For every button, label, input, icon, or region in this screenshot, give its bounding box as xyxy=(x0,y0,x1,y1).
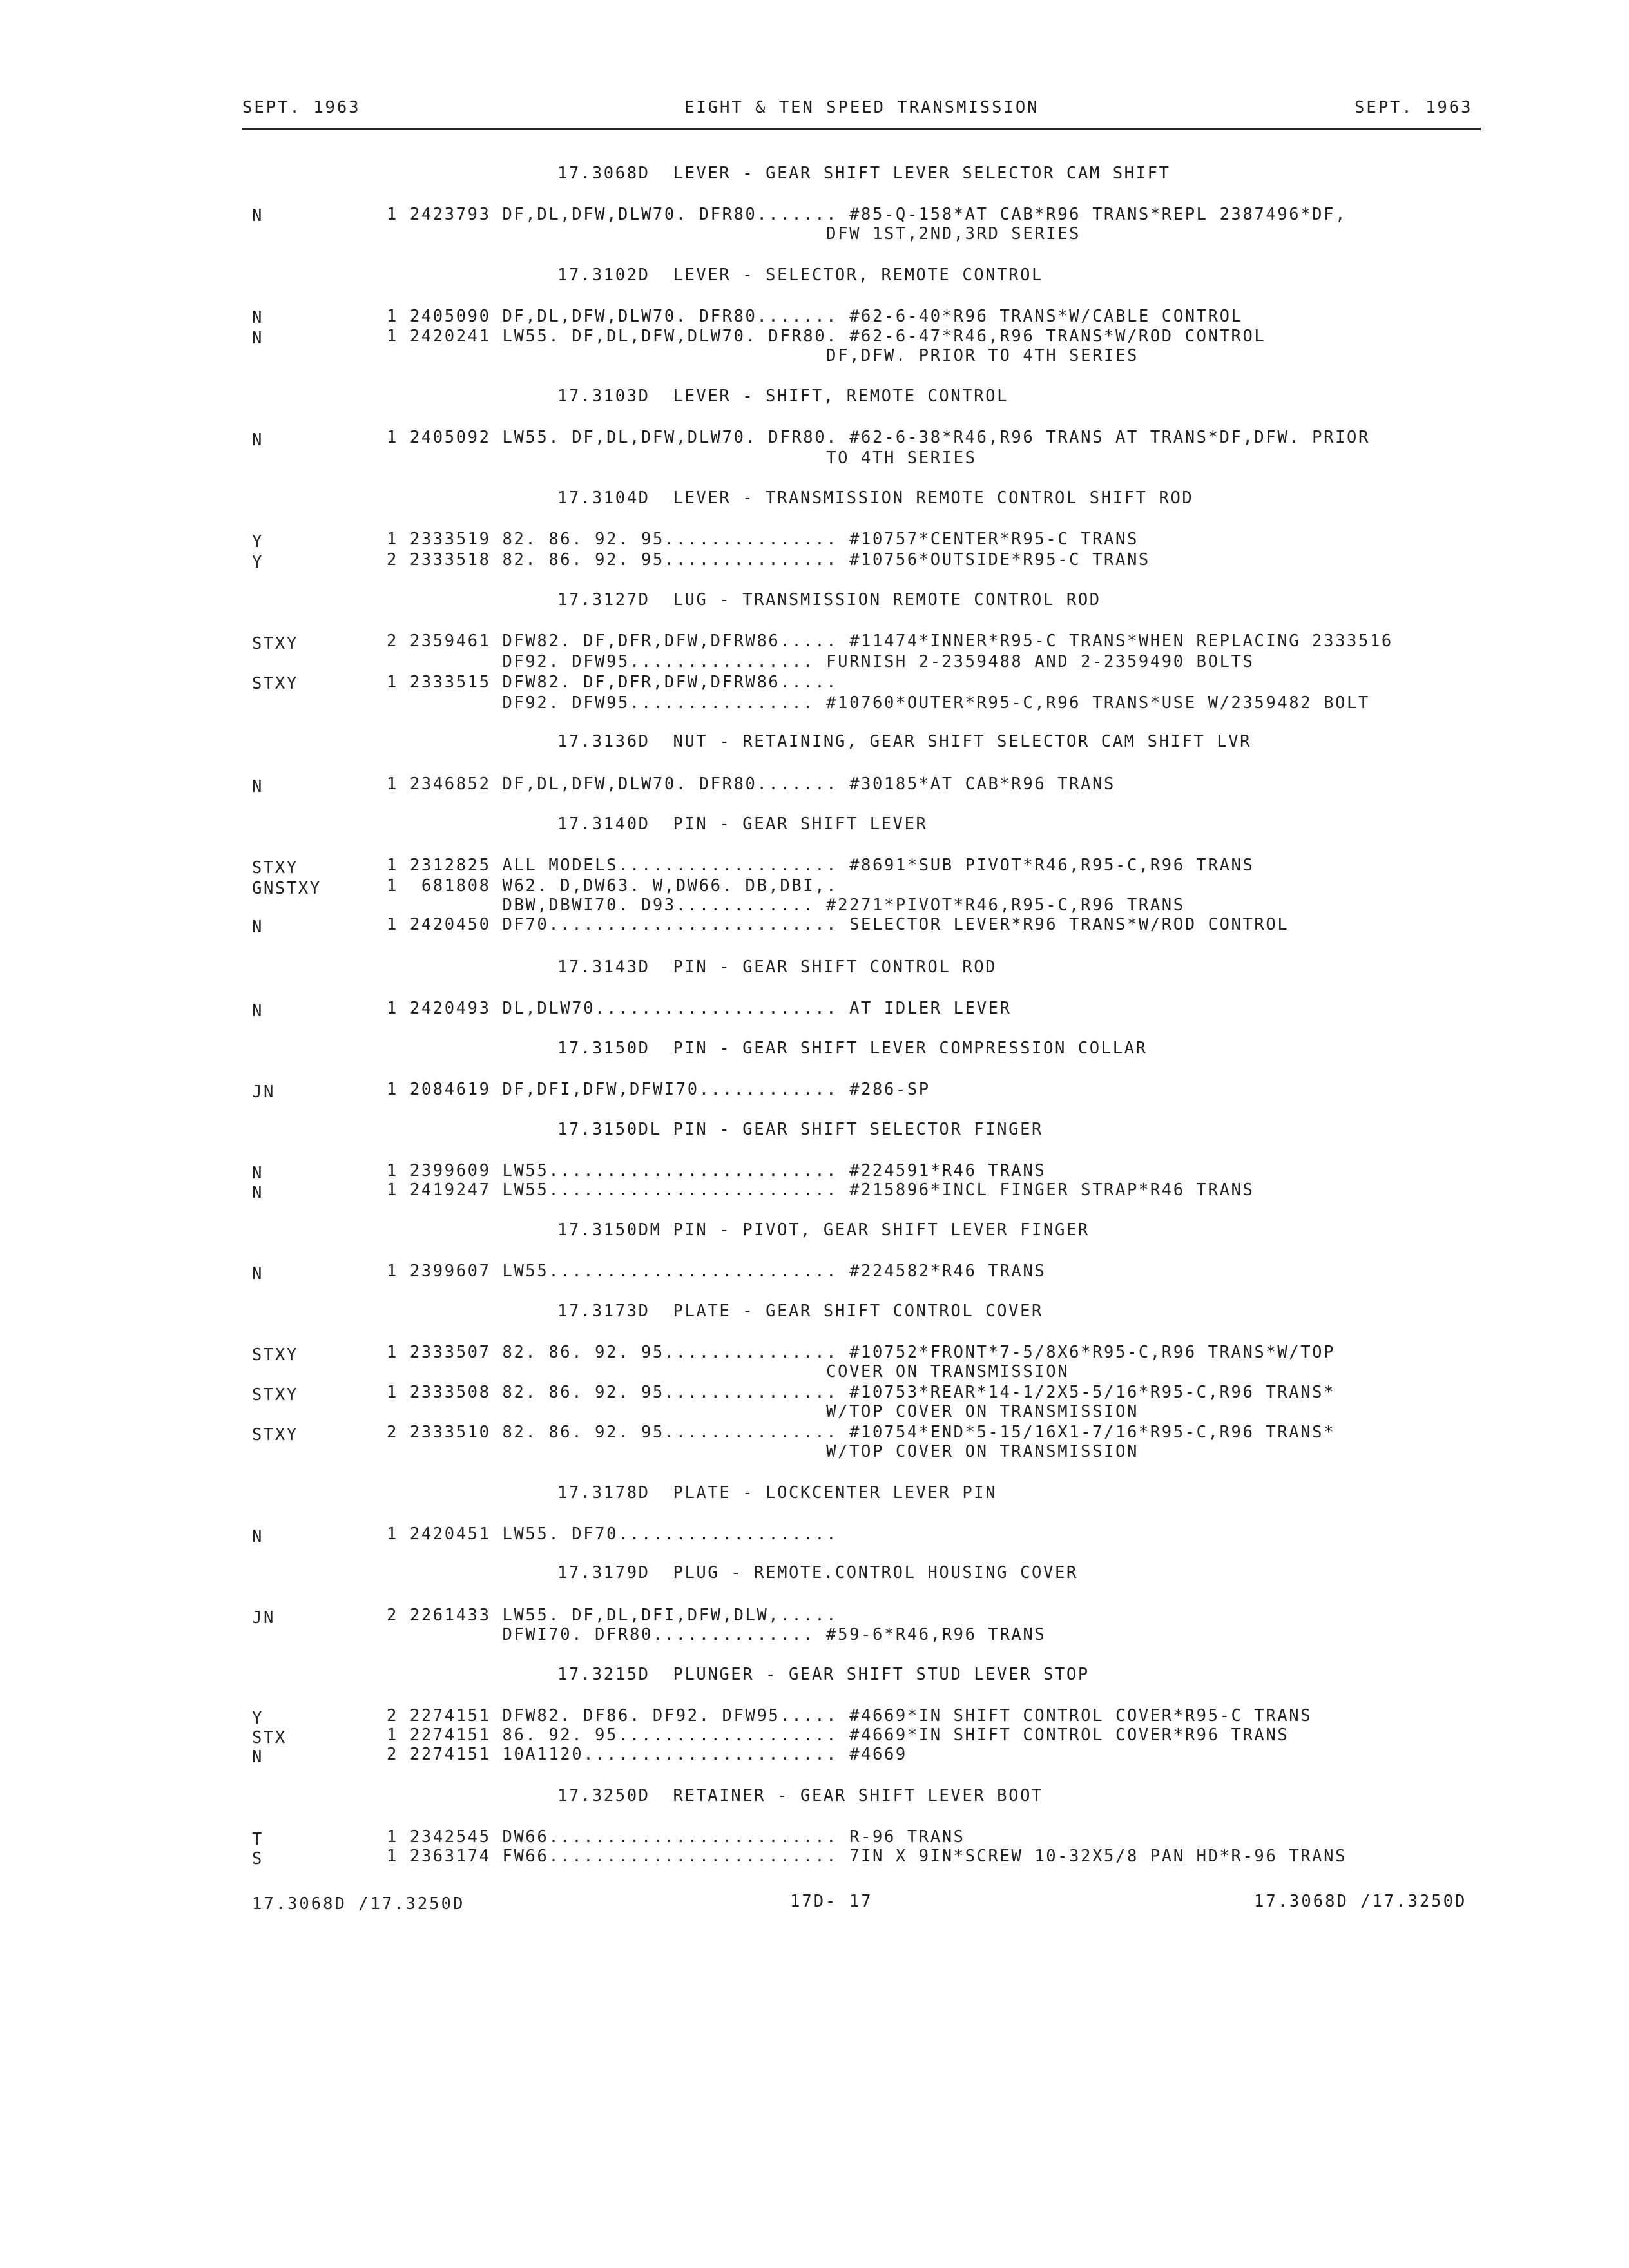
section-heading: 17.3104D LEVER - TRANSMISSION REMOTE CONTROL SHIFT ROD xyxy=(557,488,1194,508)
entry-code: STXY xyxy=(252,634,298,653)
entry-code: N xyxy=(252,1264,264,1283)
entry-line: 1 2363174 FW66......................... 7IN X 9IN*SCREW 10-32X5/8 PAN HD*R-96 TRANS xyxy=(387,1847,1347,1866)
entry-line: 2 2274151 10A1120...................... #4669 xyxy=(387,1745,907,1764)
entry-line: 1 2420451 LW55. DF70................... xyxy=(387,1524,838,1544)
entry-line: 1 2420493 DL,DLW70..................... AT IDLER LEVER xyxy=(387,999,1012,1018)
section-heading: 17.3250D RETAINER - GEAR SHIFT LEVER BOOT xyxy=(557,1786,1043,1805)
entry-line: W/TOP COVER ON TRANSMISSION xyxy=(387,1402,1139,1421)
section-heading: 17.3136D NUT - RETAINING, GEAR SHIFT SELECTOR CAM SHIFT LVR xyxy=(557,732,1252,751)
entry-line: 2 2359461 DFW82. DF,DFR,DFW,DFRW86..... #11474*INNER*R95-C TRANS*WHEN REPLACING 2333516 xyxy=(387,631,1393,651)
entry-code: N xyxy=(252,1001,264,1021)
entry-line: W/TOP COVER ON TRANSMISSION xyxy=(387,1442,1139,1461)
header-title: EIGHT & TEN SPEED TRANSMISSION xyxy=(684,98,1039,117)
entry-line: 1 2405090 DF,DL,DFW,DLW70. DFR80....... #62-6-40*R96 TRANS*W/CABLE CONTROL xyxy=(387,307,1243,326)
entry-line: 1 2333507 82. 86. 92. 95............... #10752*FRONT*7-5/8X6*R95-C,R96 TRANS*W/TOP xyxy=(387,1343,1336,1362)
entry-code: STXY xyxy=(252,1425,298,1445)
entry-code: N xyxy=(252,777,264,796)
section-heading: 17.3068D LEVER - GEAR SHIFT LEVER SELECTOR CAM SHIFT xyxy=(557,164,1171,183)
section-heading: 17.3178D PLATE - LOCKCENTER LEVER PIN xyxy=(557,1483,998,1503)
entry-code: N xyxy=(252,1527,264,1546)
entry-code: GNSTXY xyxy=(252,879,322,898)
entry-line: 2 2333518 82. 86. 92. 95............... #10756*OUTSIDE*R95-C TRANS xyxy=(387,550,1150,570)
entry-line: 1 2423793 DF,DL,DFW,DLW70. DFR80....... #85-Q-158*AT CAB*R96 TRANS*REPL 2387496*DF, xyxy=(387,205,1347,224)
entry-code: STXY xyxy=(252,1345,298,1365)
entry-line: 1 2405092 LW55. DF,DL,DFW,DLW70. DFR80. #62-6-38*R46,R96 TRANS AT TRANS*DF,DFW. PRIOR xyxy=(387,428,1370,447)
entry-line: 1 2333515 DFW82. DF,DFR,DFW,DFRW86..... xyxy=(387,673,838,692)
entry-code: STXY xyxy=(252,858,298,878)
entry-code: N xyxy=(252,1183,264,1202)
entry-line: 1 2399609 LW55......................... #224591*R46 TRANS xyxy=(387,1161,1046,1180)
entry-line: 1 2084619 DF,DFI,DFW,DFWI70............ #286-SP xyxy=(387,1080,930,1099)
header-rule xyxy=(242,128,1481,130)
entry-line: 1 2333508 82. 86. 92. 95............... #10753*REAR*14-1/2X5-5/16*R95-C,R96 TRANS* xyxy=(387,1383,1336,1402)
entry-line: 1 2419247 LW55......................... #215896*INCL FINGER STRAP*R46 TRANS xyxy=(387,1180,1255,1200)
entry-line: 2 2274151 DFW82. DF86. DF92. DFW95..... #4669*IN SHIFT CONTROL COVER*R95-C TRANS xyxy=(387,1706,1313,1725)
entry-code: N xyxy=(252,430,264,450)
entry-line: DF92. DFW95................ #10760*OUTER*R95-C,R96 TRANS*USE W/2359482 BOLT xyxy=(387,693,1370,713)
entry-code: N xyxy=(252,918,264,937)
entry-code: N xyxy=(252,1164,264,1183)
entry-line: DF92. DFW95................ FURNISH 2-2359488 AND 2-2359490 BOLTS xyxy=(387,652,1255,671)
section-heading: 17.3102D LEVER - SELECTOR, REMOTE CONTROL xyxy=(557,265,1043,285)
entry-code: JN xyxy=(252,1608,275,1628)
section-heading: 17.3140D PIN - GEAR SHIFT LEVER xyxy=(557,814,928,834)
entry-code: T xyxy=(252,1830,264,1849)
entry-line: 2 2261433 LW55. DF,DL,DFI,DFW,DLW,..... xyxy=(387,1606,838,1625)
section-heading: 17.3179D PLUG - REMOTE.CONTROL HOUSING COVER xyxy=(557,1563,1078,1582)
section-heading: 17.3103D LEVER - SHIFT, REMOTE CONTROL xyxy=(557,387,1009,406)
entry-line: 1 2312825 ALL MODELS................... #8691*SUB PIVOT*R46,R95-C,R96 TRANS xyxy=(387,856,1255,875)
section-heading: 17.3150D PIN - GEAR SHIFT LEVER COMPRESSION COLLAR xyxy=(557,1039,1148,1058)
entry-code: STXY xyxy=(252,674,298,693)
entry-code: N xyxy=(252,1747,264,1767)
section-heading: 17.3173D PLATE - GEAR SHIFT CONTROL COVER xyxy=(557,1302,1043,1321)
entry-code: N xyxy=(252,308,264,327)
entry-code: N xyxy=(252,329,264,348)
entry-code: JN xyxy=(252,1082,275,1102)
entry-line: TO 4TH SERIES xyxy=(387,448,977,468)
entry-line: 1 2346852 DF,DL,DFW,DLW70. DFR80....... #30185*AT CAB*R96 TRANS xyxy=(387,774,1115,794)
section-heading: 17.3127D LUG - TRANSMISSION REMOTE CONTROL ROD xyxy=(557,590,1101,610)
entry-line: 1 2333519 82. 86. 92. 95............... #10757*CENTER*R95-C TRANS xyxy=(387,530,1139,549)
entry-line: 1 2420450 DF70......................... SELECTOR LEVER*R96 TRANS*W/ROD CONTROL xyxy=(387,915,1289,934)
entry-line: COVER ON TRANSMISSION xyxy=(387,1362,1070,1381)
entry-code: STX xyxy=(252,1728,287,1747)
header-date-right: SEPT. 1963 xyxy=(1354,98,1473,117)
entry-line: DFW 1ST,2ND,3RD SERIES xyxy=(387,224,1081,244)
entry-line: 1 2274151 86. 92. 95................... #4669*IN SHIFT CONTROL COVER*R96 TRANS xyxy=(387,1725,1289,1745)
entry-line: 1 2420241 LW55. DF,DL,DFW,DLW70. DFR80. #62-6-47*R46,R96 TRANS*W/ROD CONTROL xyxy=(387,327,1266,346)
entry-code: Y xyxy=(252,553,264,572)
entry-code: Y xyxy=(252,1709,264,1728)
entry-line: 1 681808 W62. D,DW63. W,DW66. DB,DBI,. xyxy=(387,876,838,896)
header-date-left: SEPT. 1963 xyxy=(242,98,361,117)
footer-range-left: 17.3068D /17.3250D xyxy=(252,1894,465,1914)
footer-range-right: 17.3068D /17.3250D xyxy=(1254,1892,1467,1911)
footer-page-number: 17D- 17 xyxy=(790,1892,873,1911)
entry-line: 1 2399607 LW55......................... #224582*R46 TRANS xyxy=(387,1262,1046,1281)
entry-code: S xyxy=(252,1849,264,1869)
section-heading: 17.3215D PLUNGER - GEAR SHIFT STUD LEVER STOP xyxy=(557,1665,1090,1684)
section-heading: 17.3143D PIN - GEAR SHIFT CONTROL ROD xyxy=(557,957,998,977)
entry-code: Y xyxy=(252,532,264,552)
entry-code: N xyxy=(252,206,264,226)
entry-line: DFWI70. DFR80.............. #59-6*R46,R96 TRANS xyxy=(387,1625,1046,1644)
entry-line: 1 2342545 DW66......................... R-96 TRANS xyxy=(387,1827,965,1847)
section-heading: 17.3150DM PIN - PIVOT, GEAR SHIFT LEVER FINGER xyxy=(557,1220,1090,1240)
entry-line: DBW,DBWI70. D93............ #2271*PIVOT*R46,R95-C,R96 TRANS xyxy=(387,896,1185,915)
entry-line: DF,DFW. PRIOR TO 4TH SERIES xyxy=(387,346,1139,365)
entry-code: STXY xyxy=(252,1385,298,1405)
section-heading: 17.3150DL PIN - GEAR SHIFT SELECTOR FINGER xyxy=(557,1120,1043,1139)
entry-line: 2 2333510 82. 86. 92. 95............... #10754*END*5-15/16X1-7/16*R95-C,R96 TRANS* xyxy=(387,1423,1336,1442)
